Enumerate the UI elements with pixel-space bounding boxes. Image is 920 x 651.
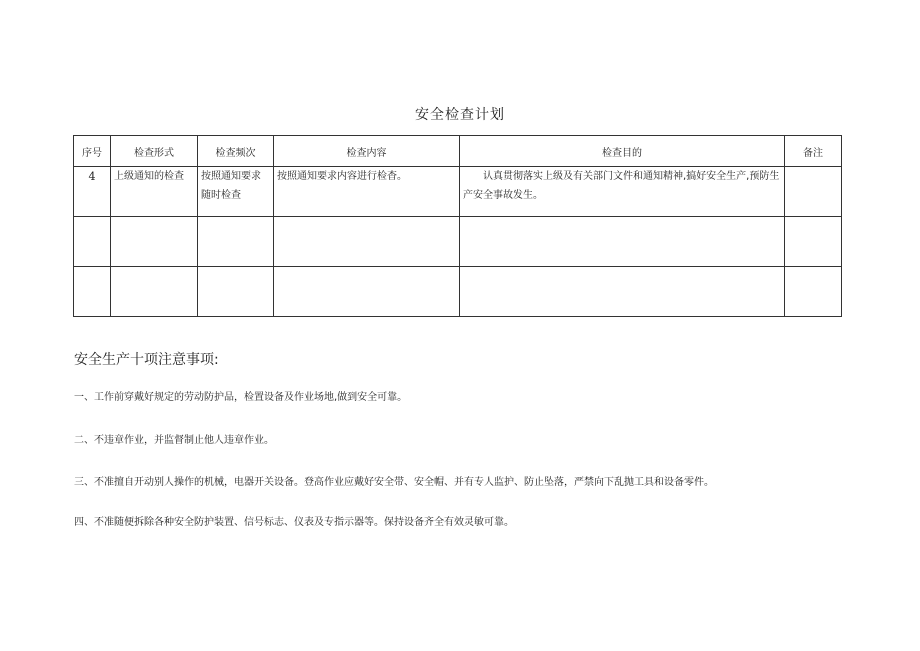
- table-header-row: [74, 136, 842, 167]
- note-item-1: 一、工作前穿戴好规定的劳动防护品，检置设备及作业场地,做到安全可靠。: [74, 392, 408, 403]
- empty-cell: [74, 217, 111, 267]
- page-title: 安全检查计划: [415, 107, 505, 123]
- notes-heading: 安全生产十项注意事项:: [74, 352, 219, 368]
- empty-cell: [460, 267, 785, 317]
- cell-inspection-purpose: 认真贯彻落实上级及有关部门文件和通知精神,搞好安全生产,预防生产安全事故发生。: [460, 167, 785, 217]
- empty-cell: [198, 267, 274, 317]
- note-item-4: 四、不准随便拆除各种安全防护装置、信号标志、仪表及专指示器等。保持设备齐全有效灵敏可靠。: [74, 517, 514, 528]
- empty-cell: [274, 217, 460, 267]
- note-item-2: 二、不违章作业，并监督制止他人违章作业。: [74, 435, 274, 446]
- table-row: [74, 167, 842, 217]
- empty-cell: [198, 217, 274, 267]
- header-inspection-content: 检查内容: [274, 136, 460, 167]
- cell-serial-number: 4: [74, 167, 111, 217]
- header-inspection-form: 检查形式: [111, 136, 198, 167]
- header-serial-number: 序号: [74, 136, 111, 167]
- empty-cell: [111, 217, 198, 267]
- cell-inspection-frequency: 按照通知要求随时检查: [198, 167, 274, 217]
- empty-cell: [111, 267, 198, 317]
- empty-cell: [785, 217, 842, 267]
- cell-inspection-form: 上级通知的检查: [111, 167, 198, 217]
- inspection-plan-table: [73, 135, 842, 317]
- table-row-empty: [74, 267, 842, 317]
- header-inspection-purpose: 检查目的: [460, 136, 785, 167]
- cell-remarks: [785, 167, 842, 217]
- empty-cell: [785, 267, 842, 317]
- header-remarks: 备注: [785, 136, 842, 167]
- note-item-3: 三、不准擅自开动别人操作的机械，电器开关设备。登高作业应戴好安全带、安全帽、并有专人监护、防止坠落，严禁向下乱抛工具和设备零件。: [74, 477, 714, 488]
- empty-cell: [460, 217, 785, 267]
- cell-inspection-content: 按照通知要求内容进行检杳。: [274, 167, 460, 217]
- empty-cell: [74, 267, 111, 317]
- table-row-empty: [74, 217, 842, 267]
- empty-cell: [274, 267, 460, 317]
- header-inspection-frequency: 检查频次: [198, 136, 274, 167]
